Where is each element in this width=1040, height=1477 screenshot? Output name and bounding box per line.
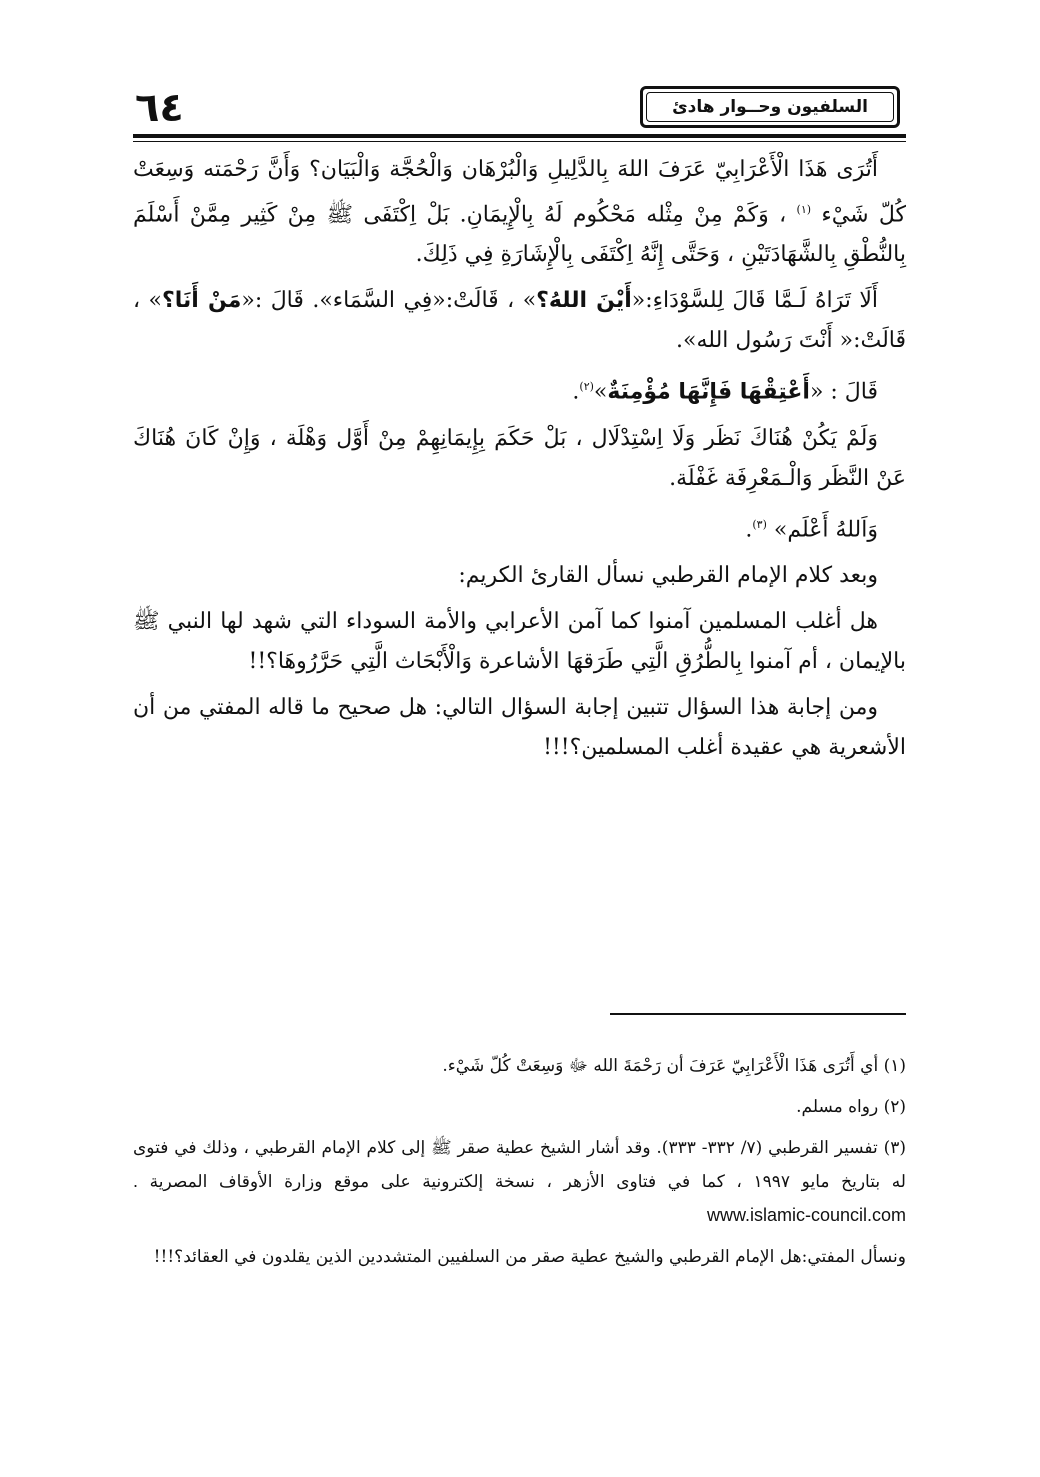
footnote-1: (١) أي أَتُرَى هَذَا الْأَعْرَابِيّ عَرَفَ أن رَحْمَةَ الله ﷻ وَسِعَتْ كُلّ شَيْء. bbox=[442, 1056, 906, 1076]
running-title-frame bbox=[640, 86, 900, 128]
paragraph-3-text-a: قَالَ : « bbox=[809, 379, 878, 405]
paragraph-2-text-b: » ، قَالَتْ:«فِي السَّمَاء». قَالَ :« bbox=[241, 288, 537, 314]
paragraph-3 bbox=[133, 367, 906, 412]
footnote-3-text: (٣) تفسير القرطبي (٧/ ٣٣٢- ٣٣٣). وقد أشار الشيخ عطية صقر ﷺ إلى كلام الإمام القرطبي ، وذلك في فتوى له بتاريخ مايو ١٩٩٧ ، كما في فتاوى الأزهر ، نسخة إلكترونية على موقع وزارة الأوقاف المصرية bbox=[133, 1138, 907, 1192]
footnote-3-url-dot: . bbox=[133, 1171, 139, 1191]
footnote-2: (٢) رواه مسلم. bbox=[796, 1097, 906, 1117]
paragraph-8: ومن إجابة هذا السؤال تتبين إجابة السؤال التالي: هل صحيح ما قاله المفتي من أن الأشعرية هي عقيدة أغلب المسلمين؟!!! bbox=[133, 694, 906, 760]
footnotes bbox=[133, 1050, 906, 1282]
paragraph-2-text-c: » ، قَالَتْ:« أَنْتَ رَسُول الله». bbox=[133, 288, 906, 354]
paragraph-1-text-b: ، وَكَمْ مِنْ مِثْله مَحْكُوم لَهُ بِالْإِيمَانِ. بَلْ اِكْتَفَى ﷺ مِنْ كَثِير مِمَّنْ أَسْلَمَ بِالنُّطْقِ بِالشَّهَادَتَيْنِ ، وَحَتَّى إِنَّهُ اِكْتَفَى بِالْإِشَارَةِ فِي ذَلِكَ. bbox=[133, 202, 906, 268]
paragraph-4: وَلَمْ يَكُنْ هُنَاكَ نَظَر وَلَا اِسْتِدْلَال ، بَلْ حَكَمَ بِإِيمَانِهِمْ مِنْ أَوَّل وَهْلَة ، وَإِنْ كَانَ هُنَاكَ عَنْ النَّظَر وَالْـمَعْرِفَة غَفْلَة. bbox=[133, 425, 906, 491]
quote-free-her: أَعْتِقْهَا فَإِنَّهَا مُؤْمِنَةٌ bbox=[607, 379, 810, 405]
header-rule-thick bbox=[133, 134, 906, 138]
footnote-ref-3[interactable]: (٣) bbox=[752, 517, 767, 531]
footnote-separator bbox=[610, 1013, 906, 1015]
footnote-ref-2[interactable]: (٢) bbox=[579, 380, 594, 394]
paragraph-3-text-b: » bbox=[593, 379, 608, 405]
paragraph-2 bbox=[133, 281, 906, 361]
quote-who-am-i: مَنْ أَنَا؟ bbox=[162, 288, 242, 314]
footnote-3 bbox=[133, 1132, 906, 1233]
paragraph-6: وبعد كلام الإمام القرطبي نسأل القارئ الكريم: bbox=[458, 562, 878, 588]
main-text bbox=[133, 150, 906, 774]
quote-where-is-allah: أَيْنَ اللهُ؟ bbox=[536, 288, 632, 314]
paragraph-5-text-b: . bbox=[745, 516, 753, 542]
paragraph-5 bbox=[133, 505, 906, 550]
running-title: السلفيون وحــوار هادئ bbox=[646, 92, 894, 122]
closing-question: ونسأل المفتي:هل الإمام القرطبي والشيخ عطية صقر من السلفيين المتشددين الذين يقلدون في العقائد؟!!! bbox=[153, 1247, 906, 1267]
page-number: ٦٤ bbox=[135, 85, 184, 131]
paragraph-2-text-a: أَلَا تَرَاهُ لَـمَّا قَالَ لِلسَّوْدَاءِ:« bbox=[631, 288, 878, 314]
header-rule-thin bbox=[133, 141, 906, 142]
paragraph-3-text-c: . bbox=[572, 379, 580, 405]
paragraph-7: هل أغلب المسلمين آمنوا كما آمن الأعرابي والأمة السوداء التي شهد لها النبي ﷺ بالإيمان ، أم آمنوا بِالطُّرُقِ الَّتِي طَرَقهَا الأشاعرة وَالْأَبْحَاث الَّتِي حَرَّرُوهَا؟!! bbox=[133, 608, 906, 674]
footnote-ref-1[interactable]: (١) bbox=[796, 203, 812, 216]
paragraph-1 bbox=[133, 150, 906, 275]
paragraph-5-text-a: وَاَللهُ أَعْلَم» bbox=[773, 516, 878, 542]
paragraph-1-text-a: أَتُرَى هَذَا الْأَعْرَابِيّ عَرَفَ اللهَ بِالدَّلِيلِ وَالْبُرْهَان وَالْحُجَّة وَالْبَيَان؟ وَأَنَّ رَحْمَته وَسِعَتْ كُلّ شَيْء bbox=[133, 157, 906, 228]
footnote-3-url-text[interactable]: www.islamic-council.com bbox=[706, 1205, 906, 1225]
